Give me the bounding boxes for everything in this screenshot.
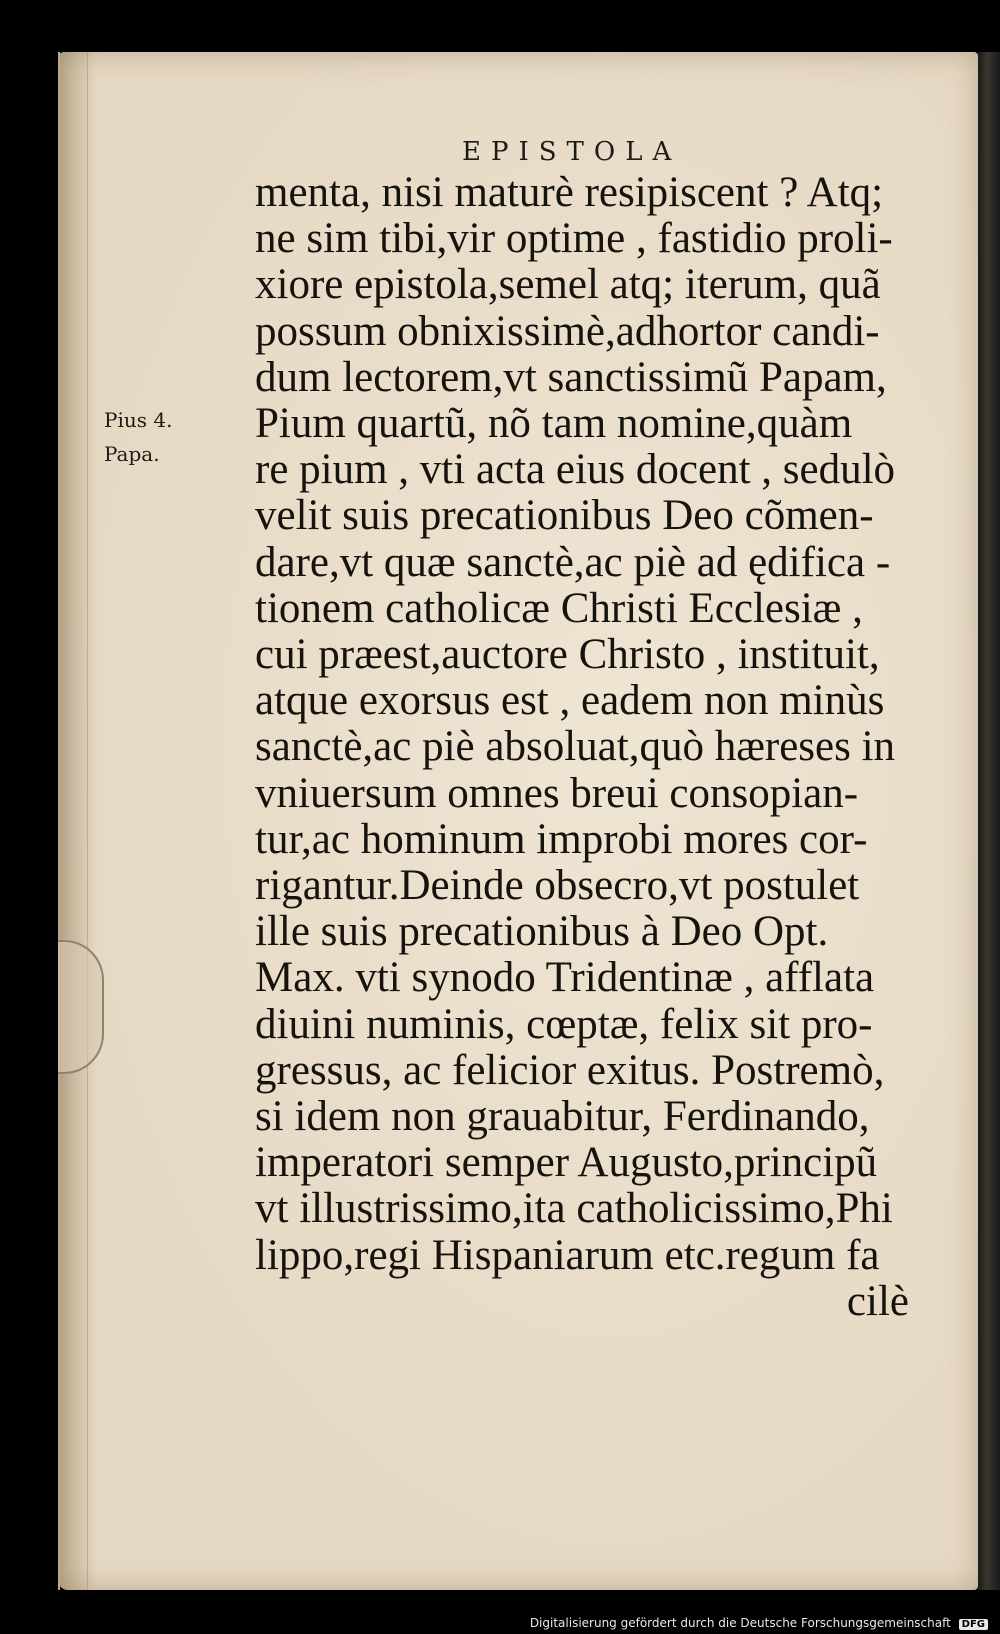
text-line: vniuersum omnes breui consopian- xyxy=(255,769,859,817)
text-line: dare,vt quæ sanctè,ac piè ad ędifica - xyxy=(255,538,891,586)
text-line: re pium , vti acta eius docent , sedulò xyxy=(255,446,896,494)
text-line: diuini numinis, cœptæ, felix sit pro- xyxy=(255,1000,873,1048)
credit-text: Digitalisierung gefördert durch die Deutsche Forschungsgemeinschaft xyxy=(529,1616,951,1630)
text-line: menta, nisi maturè resipiscent ? Atq; xyxy=(255,169,884,216)
text-line: possum obnixissimè,adhortor candi- xyxy=(255,307,880,355)
text-line: imperatori semper Augusto,principũ xyxy=(255,1139,878,1187)
text-line: sanctè,ac piè absoluat,quò hæreses in xyxy=(255,723,896,771)
running-title: EPISTOLA xyxy=(462,137,682,167)
catchword: cilè xyxy=(846,1277,909,1325)
body-text xyxy=(255,170,915,1325)
text-line: vt illustrissimo,ita catholicissimo,Phi xyxy=(255,1185,893,1233)
text-line: xiore epistola,semel atq; iterum, quã xyxy=(255,261,881,309)
marginal-note-line: Pius 4. xyxy=(104,408,173,432)
text-line: Pium quartũ, nõ tam nomine,quàm xyxy=(255,400,853,448)
text-line: cui præest,auctore Christo , instituit, xyxy=(255,631,880,679)
text-line: ne sim tibi,vir optime , fastidio proli- xyxy=(255,215,893,263)
text-line: ille suis precationibus à Deo Opt. xyxy=(255,908,829,956)
text-line: Max. vti synodo Tridentinæ , afflata xyxy=(255,954,875,1002)
text-line: velit suis precationibus Deo cõmen- xyxy=(255,492,874,540)
text-line: gressus, ac felicior exitus. Postremò, xyxy=(255,1046,885,1094)
text-line: si idem non grauabitur, Ferdinando, xyxy=(255,1093,870,1141)
text-line: lippo,regi Hispaniarum etc.regum fa xyxy=(255,1231,880,1279)
marginal-note-line: Papa. xyxy=(104,442,160,466)
page-clip xyxy=(58,940,104,1074)
text-line: rigantur.Deinde obsecro,vt postulet xyxy=(255,862,860,910)
text-line: tionem catholicæ Christi Ecclesiæ , xyxy=(255,584,863,632)
text-line: tur,ac hominum improbi mores cor- xyxy=(255,815,868,863)
text-line: dum lectorem,vt sanctissimũ Papam, xyxy=(255,353,887,401)
page-gutter xyxy=(58,52,88,1590)
digitization-credit xyxy=(530,1616,988,1630)
dfg-logo-icon: DFG xyxy=(959,1619,988,1630)
text-line: atque exorsus est , eadem non minùs xyxy=(255,677,885,725)
marginal-note xyxy=(104,403,172,471)
next-page-edge xyxy=(978,52,1000,1590)
